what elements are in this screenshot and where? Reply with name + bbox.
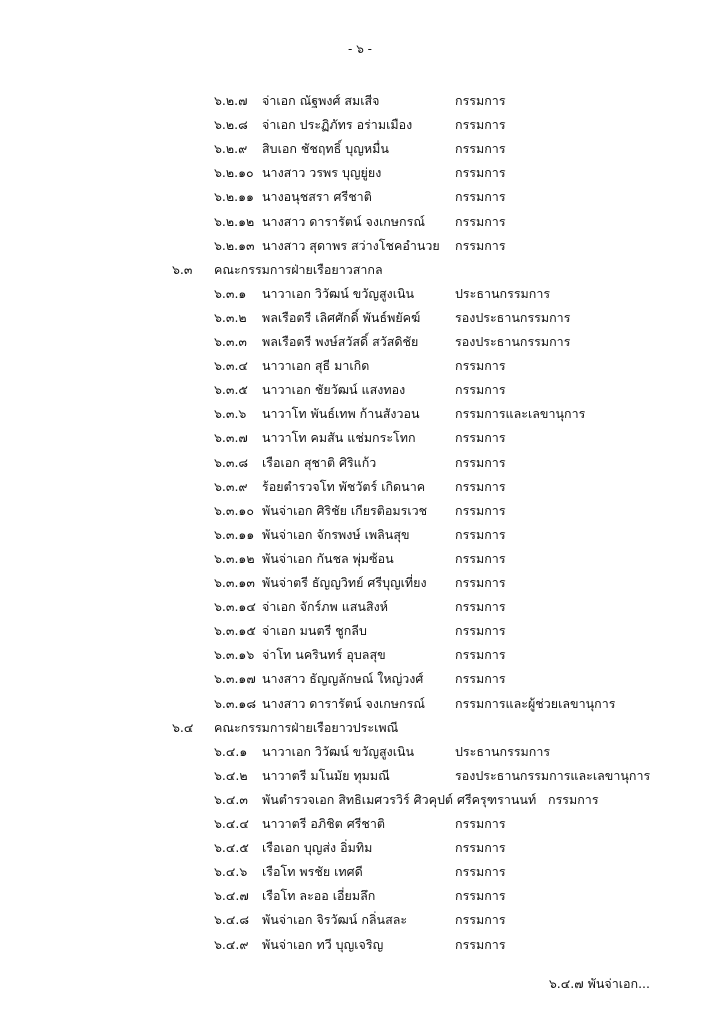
- member-name: พลเรือตรี เลิศศักดิ์ พันธ์พยัคฆ์: [262, 309, 421, 325]
- item-number: ๖.๓.๑: [214, 285, 247, 301]
- member-role: กรรมการ: [455, 816, 506, 831]
- member-name: พันจ่าเอก จักรพงษ์ เพลินสุข: [262, 526, 410, 542]
- member-name: สิบเอก ชัชฤทธิ์ บุญหมื่น: [262, 141, 389, 157]
- item-number: ๖.๓: [172, 261, 193, 277]
- member-name: นางสาว ดารารัตน์ จงเกษกรณ์: [262, 213, 425, 229]
- item-number: ๖.๔.๖: [214, 864, 248, 880]
- page-number: - ๖ -: [348, 42, 372, 56]
- item-number: ๖.๓.๕: [214, 382, 248, 398]
- continuation-note: ๖.๔.๗ พันจ่าเอก...: [548, 976, 650, 991]
- member-role: กรรมการ: [455, 526, 506, 542]
- member-role: กรรมการ: [455, 237, 506, 253]
- item-number: ๖.๓.๒: [214, 309, 247, 325]
- member-name: พันจ่าเอก ทวี บุญเจริญ: [262, 936, 384, 952]
- member-role: รองประธานกรรมการ: [455, 334, 571, 349]
- item-number: ๖.๓.๖: [214, 406, 247, 422]
- member-name: พลเรือตรี พงษ์สวัสดิ์ สวัสดิชัย: [262, 334, 419, 349]
- item-number: ๖.๓.๑๗: [214, 671, 256, 687]
- member-role: กรรมการ: [455, 478, 506, 494]
- member-name: จ่าเอก ประฏิภัทร อร่ามเมือง: [262, 117, 413, 133]
- member-role: กรรมการ: [455, 382, 506, 398]
- member-role: กรรมการ: [455, 575, 506, 590]
- member-role: รองประธานกรรมการ: [455, 309, 571, 325]
- item-number: ๖.๒.๘: [214, 117, 248, 133]
- item-number: ๖.๒.๗: [214, 93, 248, 108]
- member-name: จ่าเอก จักร์ภพ แสนสิงห์: [262, 599, 388, 615]
- member-name: นางสาว ธัญญลักษณ์ ใหญ่วงศ์: [262, 671, 424, 687]
- member-name: พันจ่าเอก จิรวัฒน์ กลิ่นสละ: [262, 912, 408, 928]
- item-number: ๖.๔.๑: [214, 743, 248, 759]
- item-number: ๖.๓.๑๖: [214, 647, 255, 663]
- item-number: ๖.๒.๑๑: [214, 189, 254, 205]
- member-name: เรือโท พรชัย เทศดี: [262, 864, 363, 880]
- member-role: กรรมการ: [455, 936, 506, 952]
- item-number: ๖.๓.๑๑: [214, 526, 255, 542]
- member-name: เรือเอก บุญส่ง อิ่มทิม: [262, 840, 373, 856]
- member-name: นาวาตรี อภิชิต ศรีชาติ: [262, 816, 385, 831]
- member-name: จ่าเอก ณัฐพงศ์ สมเสีจ: [262, 93, 380, 108]
- item-number: ๖.๓.๗: [214, 430, 248, 446]
- member-role: กรรมการ: [455, 912, 506, 928]
- member-role: กรรมการ: [455, 117, 506, 133]
- item-number: ๖.๒.๙: [214, 141, 248, 157]
- member-role: กรรมการและผู้ช่วยเลขานุการ: [455, 695, 616, 711]
- item-number: ๖.๔.๘: [214, 912, 249, 928]
- member-role: กรรมการ: [455, 623, 506, 639]
- member-role: กรรมการ: [455, 93, 506, 108]
- member-name: จ่าเอก มนตรี ชูกลีบ: [262, 623, 367, 639]
- member-role: กรรมการ: [455, 671, 506, 687]
- item-number: ๖.๓.๙: [214, 478, 248, 494]
- member-name: นาวาเอก วิวัฒน์ ขวัญสูงเนิน: [262, 743, 415, 759]
- item-number: ๖.๓.๑๕: [214, 623, 256, 639]
- member-name: นาวาเอก ชัยวัฒน์ แสงทอง: [262, 382, 406, 398]
- member-role: กรรมการ: [455, 502, 506, 518]
- member-name: พันตำรวจเอก สิทธิเมศวรวิร์ ศิวคุปต์ ศรีครุฑรานนท์: [262, 791, 537, 807]
- member-role: กรรมการ: [455, 864, 506, 880]
- member-role: กรรมการ: [455, 213, 506, 229]
- member-role: กรรมการและเลขานุการ: [455, 406, 586, 422]
- item-number: ๖.๔.๙: [214, 936, 249, 952]
- member-role: กรรมการ: [455, 454, 506, 470]
- item-number: ๖.๓.๑๓: [214, 575, 255, 590]
- item-number: ๖.๔.๓: [214, 791, 248, 807]
- item-number: ๖.๒.๑๓: [214, 237, 255, 253]
- item-number: ๖.๓.๑๒: [214, 550, 255, 566]
- item-number: ๖.๔: [172, 719, 194, 735]
- member-name: นาวาโท พันธ์เทพ ก้านสังวอน: [262, 406, 420, 422]
- item-number: ๖.๒.๑๒: [214, 213, 255, 229]
- item-number: ๖.๓.๑๔: [214, 599, 256, 615]
- section-title: คณะกรรมการฝ่ายเรือยาวสากล: [214, 261, 383, 277]
- member-name: เรือเอก สุชาติ ศิริแก้ว: [262, 454, 377, 470]
- member-role: กรรมการ: [455, 430, 506, 446]
- member-role: กรรมการ: [455, 599, 506, 615]
- item-number: ๖.๔.๗: [214, 888, 249, 904]
- member-role: กรรมการ: [455, 888, 506, 904]
- member-name: จ่าโท นครินทร์ อุบลสุข: [262, 647, 386, 663]
- member-name: นาวาโท คมสัน แช่มกระโทก: [262, 430, 416, 446]
- item-number: ๖.๓.๔: [214, 358, 248, 374]
- item-number: ๖.๔.๔: [214, 816, 249, 831]
- member-name: พันจ่าเอก กันชล พุ่มซ้อน: [262, 550, 394, 566]
- member-role: กรรมการ: [455, 550, 506, 566]
- item-number: ๖.๔.๒: [214, 767, 248, 783]
- member-role: ประธานกรรมการ: [455, 285, 551, 301]
- member-name: นาวาเอก สุธี มาเกิด: [262, 358, 370, 374]
- item-number: ๖.๓.๘: [214, 454, 249, 470]
- item-number: ๖.๔.๕: [214, 840, 249, 856]
- section-title: คณะกรรมการฝ่ายเรือยาวประเพณี: [214, 719, 399, 735]
- member-name: นางสาว วรพร บุญยู่ยง: [262, 165, 382, 181]
- member-name: นางสาว สุดาพร สว่างโชคอำนวย: [262, 237, 440, 253]
- member-name: พันจ่าเอก ศิริชัย เกียรติอมรเวช: [262, 502, 428, 518]
- member-name: นางอนุชสรา ศรีชาติ: [262, 189, 372, 205]
- item-number: ๖.๓.๑๐: [214, 502, 254, 518]
- member-role: กรรมการ: [455, 189, 506, 205]
- item-number: ๖.๓.๓: [214, 334, 247, 349]
- member-role: กรรมการ: [455, 840, 506, 856]
- member-role: รองประธานกรรมการและเลขานุการ: [455, 767, 651, 783]
- member-role: กรรมการ: [455, 141, 506, 157]
- member-role: กรรมการ: [455, 165, 506, 181]
- item-number: ๖.๒.๑๐: [214, 165, 254, 181]
- member-name: ร้อยตำรวจโท พัชวัตร์ เกิดนาค: [262, 478, 426, 494]
- member-name: นาวาเอก วิวัฒน์ ขวัญสูงเนิน: [262, 285, 415, 301]
- member-role: กรรมการ: [455, 647, 506, 663]
- member-name: พันจ่าตรี ธัญญวิทย์ ศรีบุญเที่ยง: [262, 575, 427, 590]
- member-name: นาวาตรี มโนมัย ทุมมณี: [262, 767, 390, 783]
- member-name: เรือโท ละออ เอี่ยมลึก: [262, 888, 376, 904]
- member-role: กรรมการ: [455, 358, 506, 374]
- member-name: นางสาว ดารารัตน์ จงเกษกรณ์: [262, 695, 425, 711]
- item-number: ๖.๓.๑๘: [214, 695, 257, 711]
- member-role: ประธานกรรมการ: [455, 743, 551, 759]
- member-role: กรรมการ: [548, 791, 599, 807]
